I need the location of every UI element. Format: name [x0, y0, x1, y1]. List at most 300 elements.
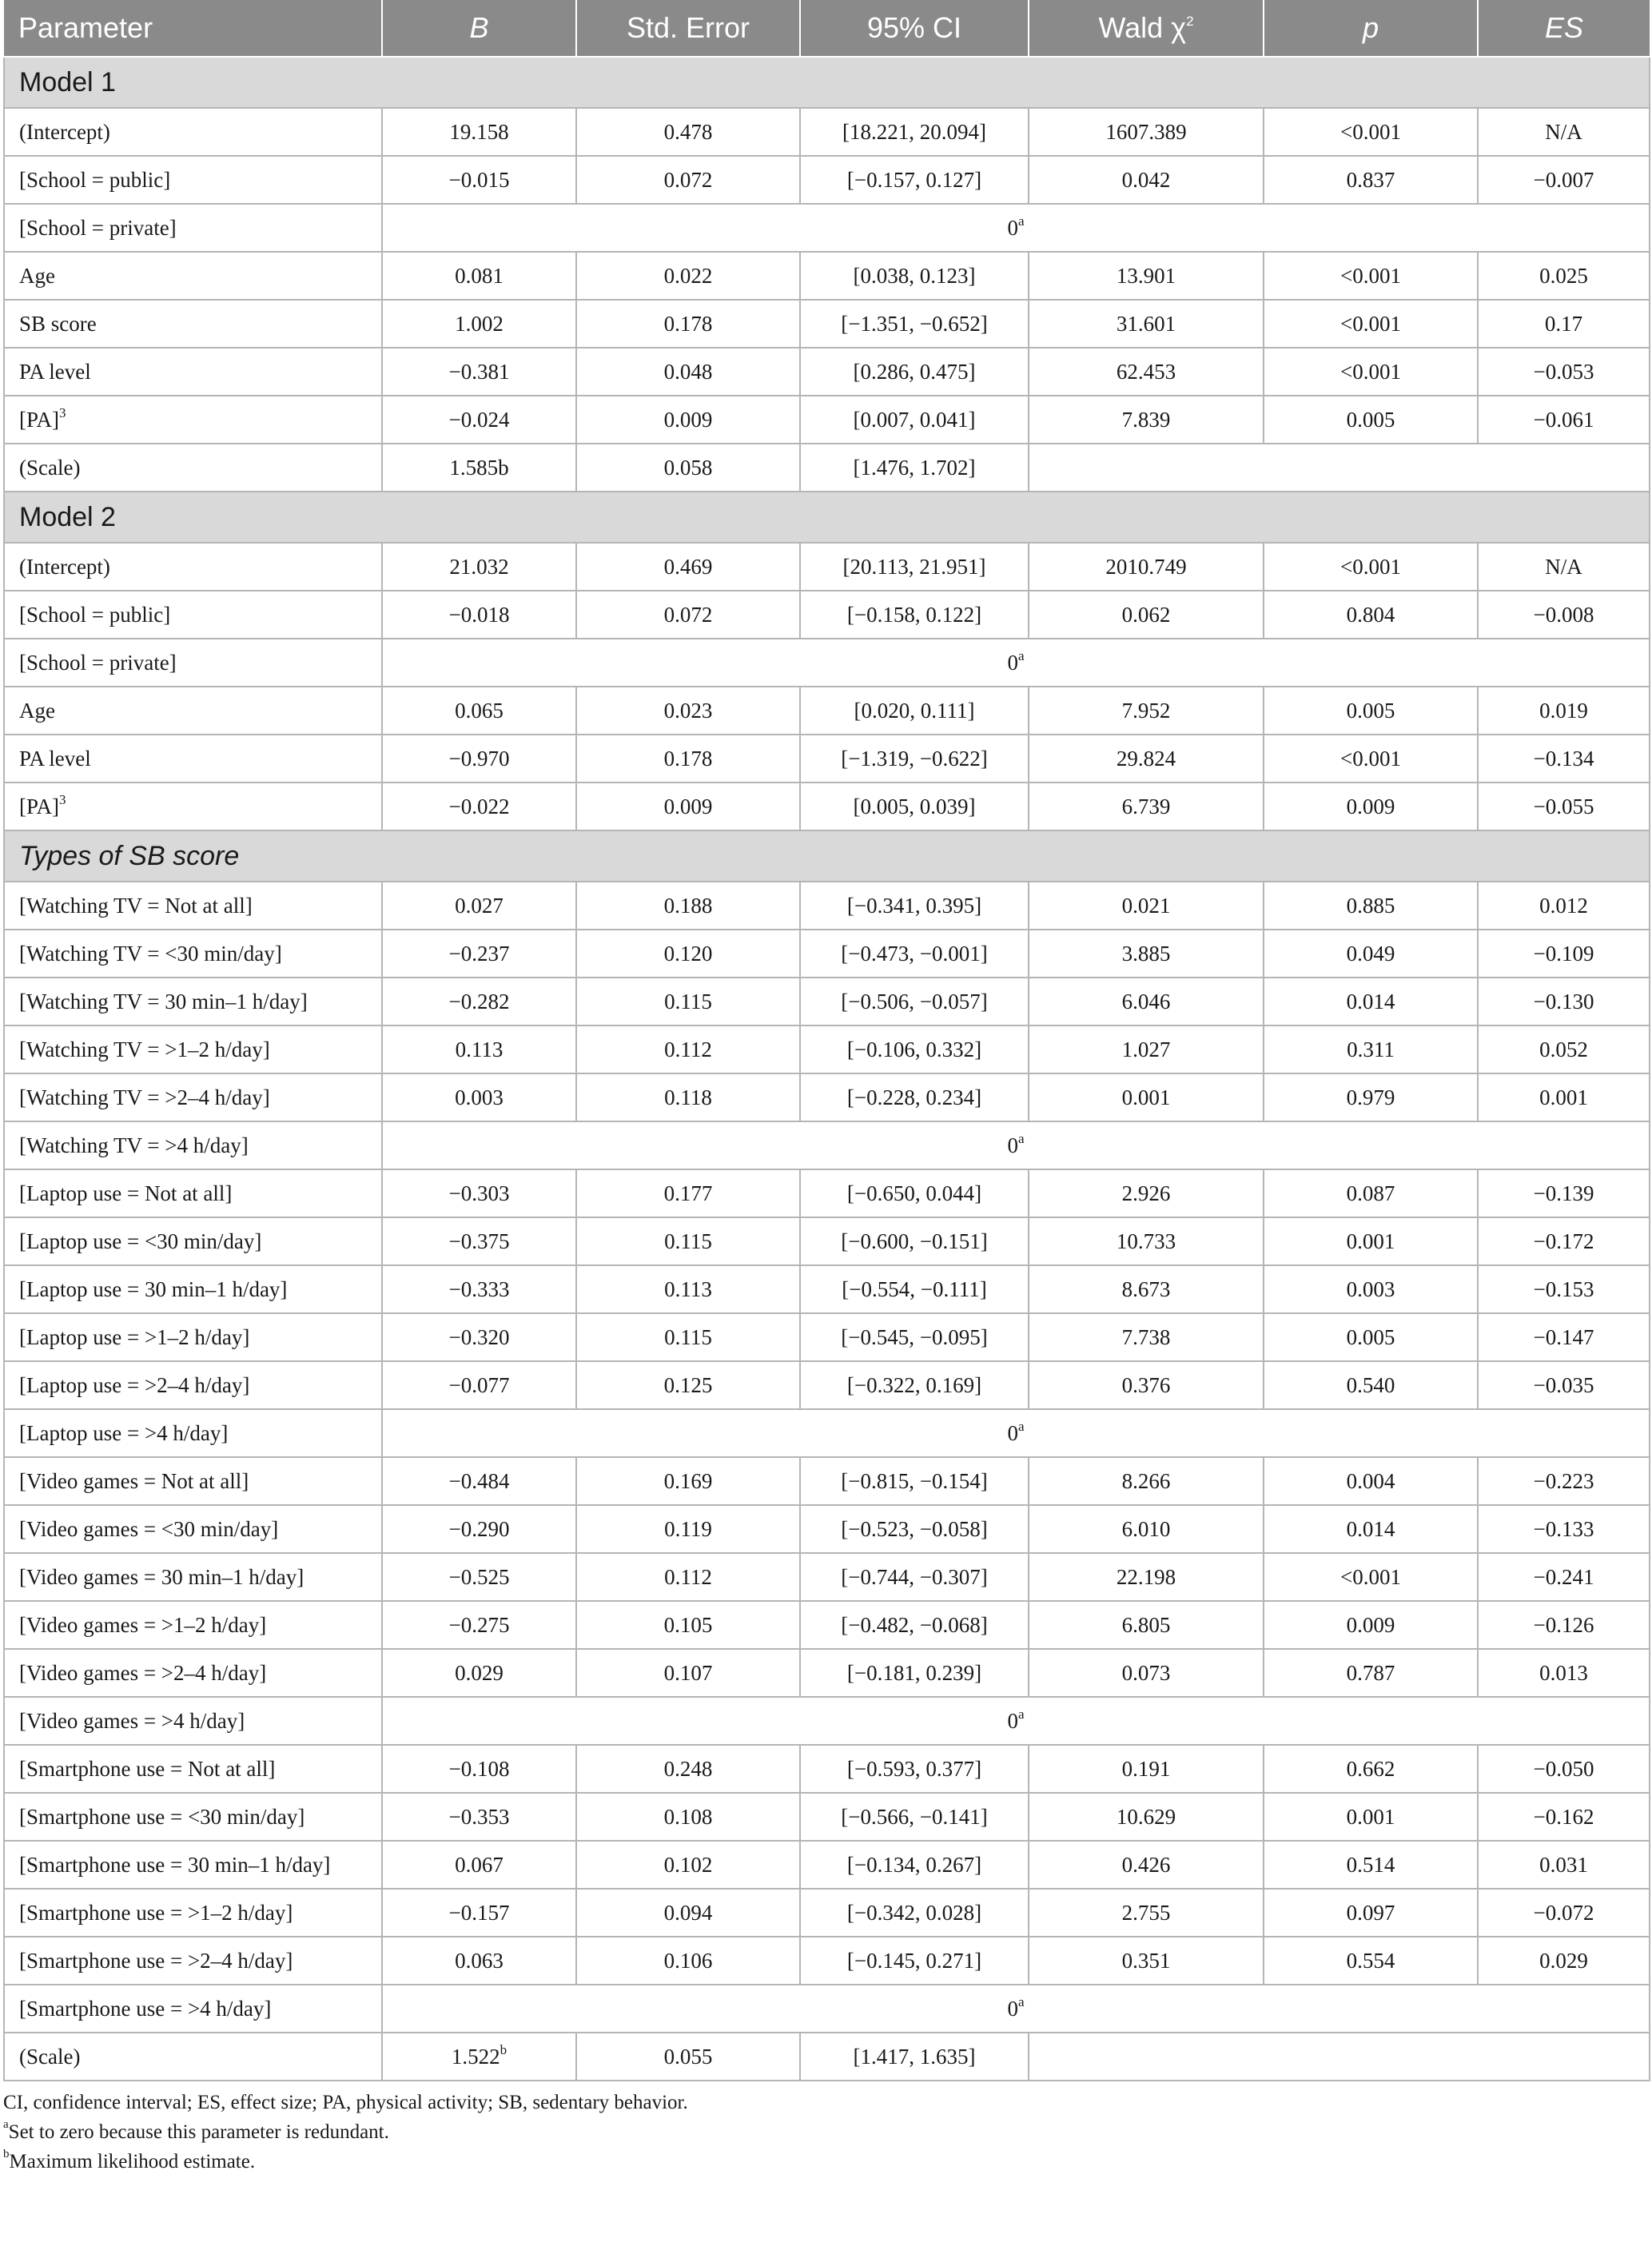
parameter-cell: [4, 1313, 382, 1361]
b-value: 0.065: [455, 698, 504, 723]
wald-cell: 0.021: [1029, 882, 1264, 930]
parameter-label: [Watching TV = <30 min/day]: [19, 941, 282, 966]
parameter-cell: [4, 687, 382, 735]
es-cell: −0.050: [1478, 1745, 1650, 1793]
std-error-cell: 0.125: [576, 1361, 800, 1409]
std-error-cell: 0.177: [576, 1169, 800, 1217]
p-value-cell: <0.001: [1264, 735, 1478, 783]
es-cell: −0.035: [1478, 1361, 1650, 1409]
parameter-label: (Scale): [19, 2044, 81, 2069]
table-row: [4, 978, 1650, 1025]
table-row: [4, 882, 1650, 930]
p-value-cell: 0.014: [1264, 978, 1478, 1025]
parameter-cell: [4, 783, 382, 830]
parameter-label: [Watching TV = >2–4 h/day]: [19, 1085, 270, 1109]
p-value-cell: 0.004: [1264, 1457, 1478, 1505]
ci-cell: [−0.157, 0.127]: [800, 156, 1029, 204]
reference-footnote-marker: a: [1017, 647, 1025, 663]
table-row: [4, 1697, 1650, 1745]
es-cell: −0.147: [1478, 1313, 1650, 1361]
parameter-label: [PA]: [19, 794, 60, 818]
b-value: −0.970: [448, 746, 510, 771]
b-footnote-marker: b: [500, 2041, 508, 2057]
table-row: [4, 204, 1650, 252]
reference-value: 0: [1007, 215, 1018, 240]
es-cell: 0.025: [1478, 252, 1650, 300]
std-error-cell: 0.055: [576, 2033, 800, 2081]
table-row: [4, 156, 1650, 204]
parameter-cell: [4, 1937, 382, 1985]
header-parameter: Parameter: [4, 0, 382, 57]
parameter-label: [Video games = <30 min/day]: [19, 1516, 279, 1541]
footnote-text: Set to zero because this parameter is redundant.: [8, 2121, 389, 2143]
header-p: p: [1264, 0, 1478, 57]
header-wald-sup: 2: [1186, 14, 1194, 29]
b-value: 21.032: [449, 554, 509, 579]
b-cell: [382, 300, 576, 348]
p-value-cell: 0.005: [1264, 1313, 1478, 1361]
parameter-label: (Intercept): [19, 119, 110, 144]
std-error-cell: 0.112: [576, 1553, 800, 1601]
std-error-cell: 0.048: [576, 348, 800, 396]
std-error-cell: 0.022: [576, 252, 800, 300]
es-cell: N/A: [1478, 108, 1650, 156]
parameter-cell: [4, 1121, 382, 1169]
section-title: Model 1: [4, 57, 1650, 108]
parameter-label: Age: [19, 698, 55, 723]
b-cell: [382, 930, 576, 978]
footnote-text: CI, confidence interval; ES, effect size; PA, physical activity; SB, sedentary behavior.: [3, 2092, 688, 2113]
ci-cell: [0.286, 0.475]: [800, 348, 1029, 396]
ci-cell: [−0.744, −0.307]: [800, 1553, 1029, 1601]
b-value: −0.157: [448, 1900, 510, 1925]
parameter-cell: [4, 1745, 382, 1793]
ci-cell: [−0.341, 0.395]: [800, 882, 1029, 930]
parameter-label: [Video games = >4 h/day]: [19, 1708, 245, 1733]
parameter-superscript: 3: [59, 791, 66, 807]
table-row: [4, 1793, 1650, 1841]
parameter-cell: [4, 1793, 382, 1841]
wald-cell: 0.191: [1029, 1745, 1264, 1793]
parameter-label: [Smartphone use = >4 h/day]: [19, 1996, 272, 2021]
b-cell: [382, 1937, 576, 1985]
table-row: [4, 1121, 1650, 1169]
std-error-cell: 0.115: [576, 1313, 800, 1361]
ci-cell: [−0.106, 0.332]: [800, 1025, 1029, 1073]
std-error-cell: 0.118: [576, 1073, 800, 1121]
table-row: [4, 396, 1650, 444]
ci-cell: [18.221, 20.094]: [800, 108, 1029, 156]
wald-cell: 0.376: [1029, 1361, 1264, 1409]
reference-value: 0: [1007, 1996, 1018, 2021]
wald-cell: 6.739: [1029, 783, 1264, 830]
parameter-label: [Smartphone use = >1–2 h/day]: [19, 1900, 293, 1925]
parameter-cell: [4, 1649, 382, 1697]
b-value: 1.522: [451, 2044, 500, 2069]
reference-footnote-marker: a: [1017, 213, 1025, 229]
b-value: −0.015: [448, 167, 510, 192]
std-error-cell: 0.023: [576, 687, 800, 735]
b-cell: [382, 1505, 576, 1553]
reference-footnote-marker: a: [1017, 1706, 1025, 1722]
section-header-row: [4, 492, 1650, 543]
wald-cell: 10.733: [1029, 1217, 1264, 1265]
reference-value: 0: [1007, 650, 1018, 675]
wald-cell: 0.062: [1029, 591, 1264, 639]
parameter-label: [School = private]: [19, 650, 177, 675]
table-row: [4, 930, 1650, 978]
ci-cell: [−0.145, 0.271]: [800, 1937, 1029, 1985]
table-row: [4, 1025, 1650, 1073]
std-error-cell: 0.009: [576, 783, 800, 830]
b-value: 0.027: [455, 893, 504, 918]
parameter-cell: [4, 1217, 382, 1265]
reference-cell: [382, 1697, 1650, 1745]
parameter-label: [Video games = Not at all]: [19, 1468, 249, 1493]
b-cell: [382, 783, 576, 830]
parameter-label: [School = public]: [19, 602, 171, 627]
footnotes: [3, 2088, 1652, 2176]
b-value: −0.375: [448, 1229, 510, 1253]
parameter-cell: [4, 735, 382, 783]
parameter-label: [Watching TV = >1–2 h/day]: [19, 1037, 270, 1061]
table-row: [4, 783, 1650, 830]
wald-cell: 1.027: [1029, 1025, 1264, 1073]
parameter-cell: [4, 1889, 382, 1937]
p-value-cell: 0.014: [1264, 1505, 1478, 1553]
es-cell: −0.130: [1478, 978, 1650, 1025]
std-error-cell: 0.058: [576, 444, 800, 492]
es-cell: −0.007: [1478, 156, 1650, 204]
b-value: 0.081: [455, 263, 504, 288]
std-error-cell: 0.178: [576, 735, 800, 783]
es-cell: −0.133: [1478, 1505, 1650, 1553]
es-cell: −0.162: [1478, 1793, 1650, 1841]
es-cell: 0.013: [1478, 1649, 1650, 1697]
footnote-marker: b: [3, 2147, 10, 2160]
ci-cell: [−0.342, 0.028]: [800, 1889, 1029, 1937]
es-cell: −0.223: [1478, 1457, 1650, 1505]
b-value: −0.275: [448, 1612, 510, 1637]
ci-cell: [−0.181, 0.239]: [800, 1649, 1029, 1697]
p-value-cell: 0.009: [1264, 1601, 1478, 1649]
b-value: −0.484: [448, 1468, 510, 1493]
es-cell: −0.008: [1478, 591, 1650, 639]
b-value: 0.003: [455, 1085, 504, 1109]
ci-cell: [−0.228, 0.234]: [800, 1073, 1029, 1121]
b-value: −0.018: [448, 602, 510, 627]
std-error-cell: 0.108: [576, 1793, 800, 1841]
p-value-cell: 0.001: [1264, 1217, 1478, 1265]
reference-footnote-marker: a: [1017, 1418, 1025, 1434]
parameter-label: (Intercept): [19, 554, 110, 579]
b-cell: [382, 396, 576, 444]
table-row: [4, 1745, 1650, 1793]
ci-cell: [1.417, 1.635]: [800, 2033, 1029, 2081]
parameter-cell: [4, 1697, 382, 1745]
table-row: [4, 735, 1650, 783]
table-row: [4, 543, 1650, 591]
table-row: [4, 108, 1650, 156]
p-value-cell: 0.540: [1264, 1361, 1478, 1409]
wald-cell: 7.839: [1029, 396, 1264, 444]
reference-value: 0: [1007, 1708, 1018, 1733]
ci-cell: [−0.566, −0.141]: [800, 1793, 1029, 1841]
b-cell: [382, 1169, 576, 1217]
wald-cell: 3.885: [1029, 930, 1264, 978]
reference-cell: [382, 639, 1650, 687]
wald-cell: 31.601: [1029, 300, 1264, 348]
es-cell: −0.172: [1478, 1217, 1650, 1265]
parameter-cell: [4, 108, 382, 156]
p-value-cell: 0.885: [1264, 882, 1478, 930]
b-value: −0.381: [448, 359, 510, 384]
ci-cell: [−0.815, −0.154]: [800, 1457, 1029, 1505]
ci-cell: [−0.473, −0.001]: [800, 930, 1029, 978]
es-cell: 0.031: [1478, 1841, 1650, 1889]
std-error-cell: 0.106: [576, 1937, 800, 1985]
parameter-label: [Smartphone use = <30 min/day]: [19, 1804, 305, 1829]
b-value: −0.320: [448, 1324, 510, 1349]
std-error-cell: 0.009: [576, 396, 800, 444]
parameter-cell: [4, 252, 382, 300]
reference-cell: [382, 1409, 1650, 1457]
b-cell: [382, 444, 576, 492]
b-cell: [382, 1841, 576, 1889]
table-row: [4, 1217, 1650, 1265]
empty-cell: [1029, 2033, 1650, 2081]
wald-cell: 6.010: [1029, 1505, 1264, 1553]
ci-cell: [0.038, 0.123]: [800, 252, 1029, 300]
p-value-cell: 0.514: [1264, 1841, 1478, 1889]
b-cell: [382, 2033, 576, 2081]
std-error-cell: 0.072: [576, 156, 800, 204]
empty-cell: [1029, 444, 1650, 492]
std-error-cell: 0.115: [576, 1217, 800, 1265]
ci-cell: [−0.482, −0.068]: [800, 1601, 1029, 1649]
p-value-cell: <0.001: [1264, 348, 1478, 396]
p-value-cell: <0.001: [1264, 1553, 1478, 1601]
b-value: −0.333: [448, 1276, 510, 1301]
table-row: [4, 252, 1650, 300]
es-cell: −0.139: [1478, 1169, 1650, 1217]
b-value: 1.002: [455, 311, 504, 336]
p-value-cell: 0.837: [1264, 156, 1478, 204]
b-cell: [382, 1217, 576, 1265]
table-row: [4, 1553, 1650, 1601]
p-value-cell: 0.787: [1264, 1649, 1478, 1697]
std-error-cell: 0.248: [576, 1745, 800, 1793]
parameter-cell: [4, 1169, 382, 1217]
ci-cell: [−0.158, 0.122]: [800, 591, 1029, 639]
parameter-label: [School = private]: [19, 215, 177, 240]
table-row: [4, 1649, 1650, 1697]
section-header-row: [4, 57, 1650, 108]
table-row: [4, 1457, 1650, 1505]
results-table: [3, 0, 1650, 2081]
table-row: [4, 1985, 1650, 2033]
std-error-cell: 0.120: [576, 930, 800, 978]
ci-cell: [−0.600, −0.151]: [800, 1217, 1029, 1265]
parameter-cell: [4, 1073, 382, 1121]
p-value-cell: 0.049: [1264, 930, 1478, 978]
footnote: [3, 2147, 1652, 2176]
ci-cell: [−1.319, −0.622]: [800, 735, 1029, 783]
ci-cell: [−0.545, −0.095]: [800, 1313, 1029, 1361]
wald-cell: 8.673: [1029, 1265, 1264, 1313]
p-value-cell: <0.001: [1264, 543, 1478, 591]
table-row: [4, 639, 1650, 687]
parameter-label: [Laptop use = Not at all]: [19, 1181, 233, 1205]
parameter-superscript: 3: [59, 404, 66, 420]
parameter-cell: [4, 2033, 382, 2081]
section-title: Types of SB score: [4, 830, 1650, 882]
std-error-cell: 0.105: [576, 1601, 800, 1649]
parameter-cell: [4, 1025, 382, 1073]
ci-cell: [−0.506, −0.057]: [800, 978, 1029, 1025]
table-row: [4, 1313, 1650, 1361]
footnote-marker: a: [3, 2117, 9, 2131]
b-cell: [382, 108, 576, 156]
p-value-cell: 0.979: [1264, 1073, 1478, 1121]
b-cell: [382, 1889, 576, 1937]
reference-cell: [382, 204, 1650, 252]
header-wald-label: Wald χ: [1098, 11, 1187, 44]
b-cell: [382, 735, 576, 783]
b-value: −0.353: [448, 1804, 510, 1829]
section-title: Model 2: [4, 492, 1650, 543]
parameter-cell: [4, 591, 382, 639]
std-error-cell: 0.478: [576, 108, 800, 156]
reference-cell: [382, 1121, 1650, 1169]
b-cell: [382, 591, 576, 639]
parameter-cell: [4, 639, 382, 687]
std-error-cell: 0.169: [576, 1457, 800, 1505]
wald-cell: 0.001: [1029, 1073, 1264, 1121]
wald-cell: 7.952: [1029, 687, 1264, 735]
wald-cell: 29.824: [1029, 735, 1264, 783]
parameter-cell: [4, 1553, 382, 1601]
b-cell: [382, 1265, 576, 1313]
ci-cell: [−1.351, −0.652]: [800, 300, 1029, 348]
header-std-error: Std. Error: [576, 0, 800, 57]
b-cell: [382, 882, 576, 930]
parameter-label: [Laptop use = 30 min–1 h/day]: [19, 1276, 288, 1301]
header-row: [4, 0, 1650, 57]
std-error-cell: 0.102: [576, 1841, 800, 1889]
es-cell: −0.072: [1478, 1889, 1650, 1937]
es-cell: −0.153: [1478, 1265, 1650, 1313]
b-cell: [382, 1025, 576, 1073]
b-cell: [382, 1313, 576, 1361]
parameter-cell: [4, 396, 382, 444]
table-row: [4, 444, 1650, 492]
reference-footnote-marker: a: [1017, 1993, 1025, 2009]
es-cell: −0.126: [1478, 1601, 1650, 1649]
b-cell: [382, 543, 576, 591]
b-value: −0.022: [448, 794, 510, 818]
es-cell: 0.029: [1478, 1937, 1650, 1985]
parameter-cell: [4, 930, 382, 978]
std-error-cell: 0.178: [576, 300, 800, 348]
b-cell: [382, 1457, 576, 1505]
parameter-cell: [4, 1601, 382, 1649]
table-row: [4, 1601, 1650, 1649]
p-value-cell: 0.804: [1264, 591, 1478, 639]
parameter-cell: [4, 882, 382, 930]
b-value: −0.237: [448, 941, 510, 966]
std-error-cell: 0.119: [576, 1505, 800, 1553]
ci-cell: [−0.523, −0.058]: [800, 1505, 1029, 1553]
table-row: [4, 348, 1650, 396]
b-cell: [382, 1073, 576, 1121]
b-cell: [382, 687, 576, 735]
std-error-cell: 0.094: [576, 1889, 800, 1937]
reference-cell: [382, 1985, 1650, 2033]
parameter-label: [Video games = 30 min–1 h/day]: [19, 1564, 305, 1589]
table-row: [4, 687, 1650, 735]
b-value: 19.158: [449, 119, 509, 144]
wald-cell: 0.426: [1029, 1841, 1264, 1889]
ci-cell: [−0.593, 0.377]: [800, 1745, 1029, 1793]
b-cell: [382, 978, 576, 1025]
std-error-cell: 0.469: [576, 543, 800, 591]
parameter-label: (Scale): [19, 455, 81, 480]
b-value: 0.063: [455, 1948, 504, 1973]
b-cell: [382, 348, 576, 396]
table-row: [4, 591, 1650, 639]
b-value: −0.525: [448, 1564, 510, 1589]
b-cell: [382, 1793, 576, 1841]
wald-cell: 0.351: [1029, 1937, 1264, 1985]
table-row: [4, 1505, 1650, 1553]
b-value: −0.290: [448, 1516, 510, 1541]
parameter-label: [Laptop use = >2–4 h/day]: [19, 1372, 250, 1397]
parameter-label: [Video games = >2–4 h/day]: [19, 1660, 267, 1685]
es-cell: −0.109: [1478, 930, 1650, 978]
wald-cell: 0.042: [1029, 156, 1264, 204]
parameter-cell: [4, 1505, 382, 1553]
table-body: [4, 57, 1650, 2081]
p-value-cell: <0.001: [1264, 300, 1478, 348]
wald-cell: 0.073: [1029, 1649, 1264, 1697]
es-cell: N/A: [1478, 543, 1650, 591]
parameter-cell: [4, 1841, 382, 1889]
header-ci: 95% CI: [800, 0, 1029, 57]
p-value-cell: 0.554: [1264, 1937, 1478, 1985]
parameter-label: [Watching TV = >4 h/day]: [19, 1133, 249, 1157]
wald-cell: 10.629: [1029, 1793, 1264, 1841]
ci-cell: [0.007, 0.041]: [800, 396, 1029, 444]
parameter-cell: [4, 204, 382, 252]
b-cell: [382, 1361, 576, 1409]
wald-cell: 13.901: [1029, 252, 1264, 300]
table-row: [4, 1841, 1650, 1889]
b-value: −0.303: [448, 1181, 510, 1205]
ci-cell: [0.005, 0.039]: [800, 783, 1029, 830]
parameter-cell: [4, 1361, 382, 1409]
parameter-cell: [4, 1985, 382, 2033]
parameter-cell: [4, 348, 382, 396]
wald-cell: 8.266: [1029, 1457, 1264, 1505]
parameter-cell: [4, 1265, 382, 1313]
b-value: 1.585b: [449, 455, 509, 480]
parameter-label: [School = public]: [19, 167, 171, 192]
parameter-label: [Smartphone use = >2–4 h/day]: [19, 1948, 293, 1973]
es-cell: 0.052: [1478, 1025, 1650, 1073]
ci-cell: [0.020, 0.111]: [800, 687, 1029, 735]
wald-cell: 22.198: [1029, 1553, 1264, 1601]
